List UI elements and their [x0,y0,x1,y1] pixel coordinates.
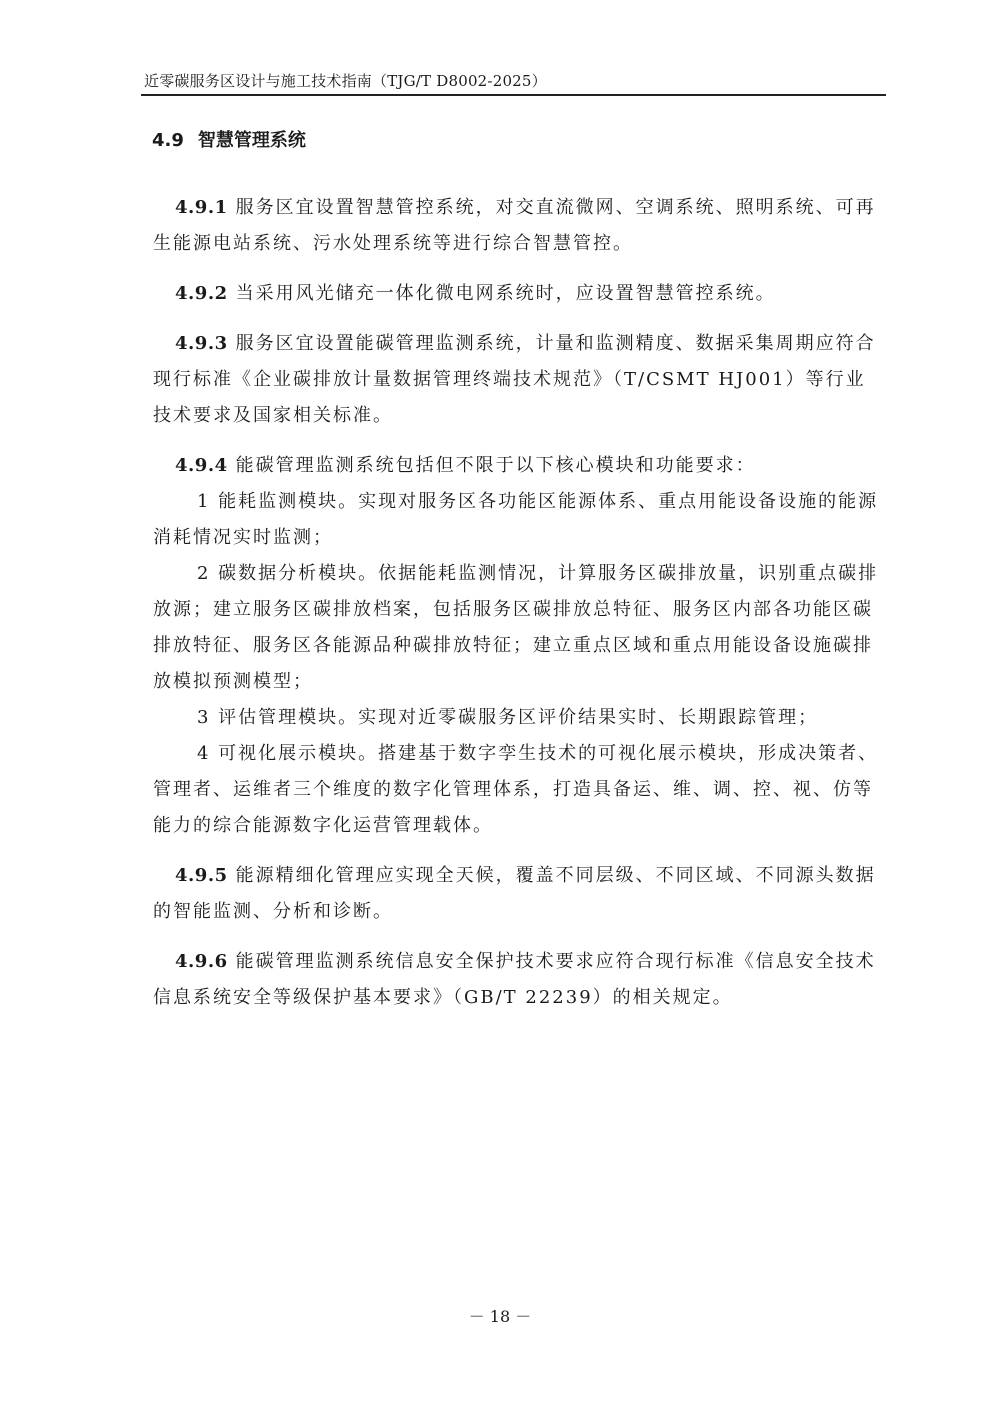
list-item: 2 碳数据分析模块。依据能耗监测情况，计算服务区碳排放量，识别重点碳排放源；建立服务区碳排放档案，包括服务区碳排放总特征、服务区内部各功能区碳排放特征、服务区各能源品种碳排放特征；建立重点区域和重点用能设备设施碳排放模拟预测模型； [153,563,879,692]
clause-text: 能碳管理监测系统包括但不限于以下核心模块和功能要求： [235,455,756,476]
list-item: 1 能耗监测模块。实现对服务区各功能区能源体系、重点用能设备设施的能源消耗情况实时监测； [153,491,879,548]
clause-text: 服务区宜设置能碳管理监测系统，计量和监测精度、数据采集周期应符合现行标准《企业碳排放计量数据管理终端技术规范》（T/CSMT HJ001）等行业技术要求及国家相关标准。 [153,333,876,426]
clause-4-9-3 [153,326,881,434]
clause-number: 4.9.3 [175,333,228,354]
clause-number: 4.9.5 [175,865,228,886]
section-heading [152,126,306,152]
page-number: － 18 － [468,1307,532,1326]
clause-text: 能碳管理监测系统信息安全保护技术要求应符合现行标准《信息安全技术 信息系统安全等级保护基本要求》（GB/T 22239）的相关规定。 [153,951,876,1008]
body-text [153,190,881,1030]
clause-number: 4.9.2 [175,283,228,304]
header-rule [141,94,886,96]
clause-text: 服务区宜设置智慧管控系统，对交直流微网、空调系统、照明系统、可再生能源电站系统、污水处理系统等进行综合智慧管控。 [153,197,876,254]
clause-text: 当采用风光储充一体化微电网系统时，应设置智慧管控系统。 [235,283,776,304]
clause-4-9-6 [153,944,881,1016]
list-item: 4 可视化展示模块。搭建基于数字孪生技术的可视化展示模块，形成决策者、管理者、运维者三个维度的数字化管理体系，打造具备运、维、调、控、视、仿等能力的综合能源数字化运营管理载体。 [153,743,879,836]
clause-4-9-5 [153,858,881,930]
clause-text: 能源精细化管理应实现全天候，覆盖不同层级、不同区域、不同源头数据的智能监测、分析和诊断。 [153,865,876,922]
clause-4-9-2 [153,276,881,312]
running-header: 近零碳服务区设计与施工技术指南（TJG/T D8002-2025） [144,72,547,90]
section-title: 智慧管理系统 [197,130,306,151]
clause-number: 4.9.4 [175,455,228,476]
clause-4-9-1 [153,190,881,262]
section-number: 4.9 [152,130,184,151]
clause-4-9-4 [153,448,881,484]
clause-number: 4.9.1 [175,197,228,218]
list-item: 3 评估管理模块。实现对近零碳服务区评价结果实时、长期跟踪管理； [197,707,819,728]
clause-number: 4.9.6 [175,951,228,972]
